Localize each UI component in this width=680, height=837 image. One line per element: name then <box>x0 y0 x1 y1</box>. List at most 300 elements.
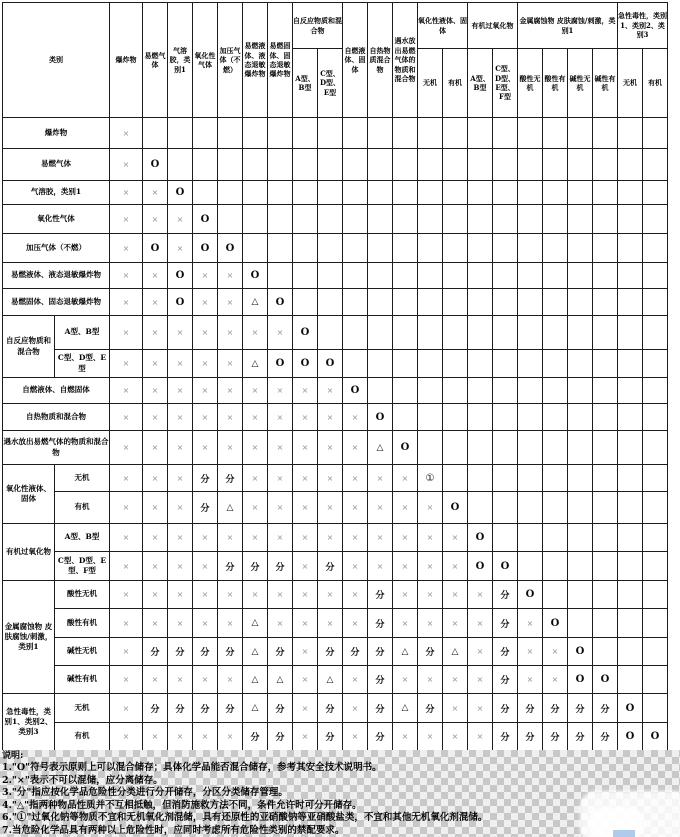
table-row <box>3 465 668 492</box>
matrix-cell <box>368 694 393 723</box>
empty-cell <box>593 350 618 378</box>
empty-cell <box>393 149 418 181</box>
symbol-x: × <box>276 473 284 483</box>
matrix-cell <box>468 552 493 581</box>
matrix-cell <box>143 723 168 751</box>
empty-cell <box>318 316 343 350</box>
empty-cell <box>393 378 418 404</box>
matrix-cell <box>243 524 268 552</box>
notes-title: 说明: <box>2 751 24 761</box>
matrix-cell <box>318 666 343 694</box>
empty-cell <box>318 234 343 263</box>
matrix-cell <box>193 552 218 581</box>
matrix-cell <box>418 638 443 666</box>
matrix-cell <box>168 378 193 404</box>
symbol-fen: 分 <box>325 562 335 573</box>
empty-cell <box>468 465 493 492</box>
matrix-cell <box>318 723 343 751</box>
matrix-cell <box>110 431 143 465</box>
symbol-x: × <box>151 188 159 197</box>
empty-cell <box>518 234 543 263</box>
empty-cell <box>593 149 618 181</box>
symbol-x: × <box>426 675 434 684</box>
empty-cell <box>443 181 468 205</box>
row-label: 酸性有机 <box>55 609 110 638</box>
empty-cell <box>593 316 618 350</box>
matrix-cell <box>110 552 143 581</box>
row-group-label: 金属腐蚀物 皮肤腐蚀/刺激，类别1 <box>3 581 55 694</box>
symbol-triangle: △ <box>251 618 259 628</box>
symbol-o: O <box>625 731 635 742</box>
empty-cell <box>493 181 518 205</box>
symbol-fen: 分 <box>600 733 610 743</box>
symbol-x: × <box>276 533 284 542</box>
symbol-x: × <box>122 160 130 169</box>
symbol-fen: 分 <box>275 704 285 715</box>
empty-cell <box>543 552 568 581</box>
empty-cell <box>443 350 468 378</box>
matrix-cell <box>393 552 418 581</box>
symbol-o: O <box>400 442 410 453</box>
symbol-x: × <box>351 533 359 542</box>
symbol-fen: 分 <box>225 704 235 715</box>
symbol-fen: 分 <box>200 704 210 715</box>
matrix-cell <box>393 431 418 465</box>
symbol-fen: 分 <box>575 704 585 715</box>
matrix-cell <box>218 638 243 666</box>
symbol-triangle: △ <box>226 502 234 513</box>
empty-cell <box>418 404 443 431</box>
symbol-x: × <box>401 473 409 483</box>
column-subheader: 无机 <box>618 49 643 118</box>
empty-cell <box>493 465 518 492</box>
symbol-x: × <box>351 561 359 571</box>
symbol-fen: 分 <box>150 648 160 658</box>
matrix-cell <box>143 465 168 492</box>
matrix-cell <box>193 609 218 638</box>
table-row <box>3 638 668 666</box>
symbol-x: × <box>476 675 484 684</box>
matrix-cell <box>268 524 293 552</box>
empty-cell <box>593 465 618 492</box>
matrix-cell <box>193 581 218 609</box>
symbol-fen: 分 <box>325 733 335 743</box>
empty-cell <box>643 609 668 638</box>
empty-cell <box>393 234 418 263</box>
empty-cell <box>218 205 243 234</box>
empty-cell <box>493 149 518 181</box>
symbol-triangle: △ <box>251 646 259 657</box>
empty-cell <box>168 118 193 149</box>
matrix-cell <box>143 431 168 465</box>
matrix-cell <box>493 552 518 581</box>
matrix-cell <box>110 181 143 205</box>
matrix-cell <box>518 666 543 694</box>
empty-cell <box>543 316 568 350</box>
notes-section <box>2 750 678 837</box>
empty-cell <box>443 378 468 404</box>
column-header: 易燃固体、固态退敏爆炸物 <box>268 3 293 118</box>
symbol-x: × <box>301 386 309 395</box>
empty-cell <box>593 263 618 289</box>
matrix-cell <box>293 552 318 581</box>
matrix-cell <box>243 666 268 694</box>
table-row <box>3 181 668 205</box>
matrix-cell <box>318 350 343 378</box>
matrix-cell <box>443 492 468 524</box>
matrix-cell <box>618 723 643 751</box>
column-subheader: A型、B型 <box>293 49 318 118</box>
symbol-x: × <box>301 647 309 656</box>
matrix-cell <box>110 149 143 181</box>
empty-cell <box>418 378 443 404</box>
empty-cell <box>418 289 443 316</box>
matrix-cell <box>243 316 268 350</box>
symbol-fen: 分 <box>275 562 285 573</box>
row-label: 易燃气体 <box>3 149 110 181</box>
matrix-cell <box>218 378 243 404</box>
table-row <box>3 666 668 694</box>
matrix-cell <box>393 723 418 751</box>
symbol-fen: 分 <box>200 648 210 658</box>
empty-cell <box>618 316 643 350</box>
matrix-cell <box>243 581 268 609</box>
matrix-cell <box>218 431 243 465</box>
matrix-cell <box>368 431 393 465</box>
corner-label: 类别 <box>3 3 110 118</box>
symbol-o: O <box>150 242 160 254</box>
empty-cell <box>443 263 468 289</box>
matrix-cell <box>143 378 168 404</box>
table-row <box>3 316 668 350</box>
matrix-cell <box>318 465 343 492</box>
matrix-cell <box>268 609 293 638</box>
matrix-cell <box>443 723 468 751</box>
empty-cell <box>643 524 668 552</box>
symbol-x: × <box>326 590 334 599</box>
matrix-cell <box>243 694 268 723</box>
matrix-cell <box>268 638 293 666</box>
column-subheader: 酸性有机 <box>543 49 568 118</box>
empty-cell <box>593 118 618 149</box>
symbol-o: O <box>175 296 185 308</box>
symbol-x: × <box>226 533 234 542</box>
row-label: 自热物质和混合物 <box>3 404 110 431</box>
symbol-x: × <box>122 188 130 197</box>
symbol-x: × <box>201 412 209 422</box>
empty-cell <box>543 581 568 609</box>
matrix-cell <box>318 404 343 431</box>
matrix-cell <box>293 378 318 404</box>
empty-cell <box>593 205 618 234</box>
matrix-cell <box>193 638 218 666</box>
matrix-cell <box>343 666 368 694</box>
symbol-x: × <box>451 533 459 542</box>
column-subheader: C型、D型、E型 <box>318 49 343 118</box>
empty-cell <box>318 149 343 181</box>
matrix-cell <box>193 723 218 751</box>
symbol-x: × <box>426 561 434 571</box>
symbol-x: × <box>176 618 184 628</box>
empty-cell <box>643 492 668 524</box>
empty-cell <box>443 316 468 350</box>
empty-cell <box>618 609 643 638</box>
row-label: 有机 <box>55 723 110 751</box>
symbol-x: × <box>451 618 459 628</box>
symbol-x: × <box>476 590 484 599</box>
symbol-x: × <box>476 647 484 656</box>
empty-cell <box>518 524 543 552</box>
matrix-cell <box>368 465 393 492</box>
row-group-label: 氧化性液体、固体 <box>3 465 55 524</box>
symbol-x: × <box>151 271 159 280</box>
empty-cell <box>643 581 668 609</box>
symbol-o: O <box>175 187 185 198</box>
table-row <box>3 609 668 638</box>
symbol-x: × <box>122 359 130 368</box>
empty-cell <box>643 263 668 289</box>
symbol-o: O <box>300 327 310 338</box>
symbol-fen: 分 <box>200 474 210 485</box>
empty-cell <box>193 118 218 149</box>
empty-cell <box>268 149 293 181</box>
symbol-x: × <box>122 533 130 542</box>
matrix-cell <box>593 723 618 751</box>
matrix-cell <box>293 492 318 524</box>
empty-cell <box>443 118 468 149</box>
matrix-cell <box>168 492 193 524</box>
empty-cell <box>618 465 643 492</box>
row-label: A型、B型 <box>55 524 110 552</box>
symbol-x: × <box>151 412 159 422</box>
matrix-cell <box>110 404 143 431</box>
matrix-cell <box>468 666 493 694</box>
matrix-cell <box>143 205 168 234</box>
symbol-triangle: △ <box>276 674 284 685</box>
matrix-cell <box>518 581 543 609</box>
row-label: 酸性无机 <box>55 581 110 609</box>
symbol-x: × <box>122 561 130 571</box>
empty-cell <box>268 263 293 289</box>
matrix-cell <box>243 638 268 666</box>
matrix-cell <box>293 350 318 378</box>
empty-cell <box>393 404 418 431</box>
symbol-x: × <box>301 561 309 571</box>
empty-cell <box>543 465 568 492</box>
symbol-fen: 分 <box>325 648 335 658</box>
empty-cell <box>343 149 368 181</box>
note-line: 7.当危险化学品具有两种以上危险性时，应同时考虑所有危险性类别的禁配要求。 <box>2 824 345 836</box>
symbol-o: O <box>350 385 360 396</box>
empty-cell <box>593 524 618 552</box>
symbol-triangle: △ <box>376 442 384 453</box>
symbol-x: × <box>526 647 534 656</box>
matrix-cell <box>393 694 418 723</box>
symbol-x: × <box>151 618 159 628</box>
matrix-cell <box>218 404 243 431</box>
matrix-cell <box>418 666 443 694</box>
matrix-cell <box>368 638 393 666</box>
symbol-fen: 分 <box>150 704 160 715</box>
empty-cell <box>293 181 318 205</box>
empty-cell <box>468 263 493 289</box>
matrix-cell <box>168 581 193 609</box>
matrix-cell <box>193 289 218 316</box>
matrix-cell <box>343 492 368 524</box>
symbol-x: × <box>451 703 459 713</box>
empty-cell <box>568 609 593 638</box>
empty-cell <box>468 149 493 181</box>
matrix-cell <box>193 492 218 524</box>
empty-cell <box>393 263 418 289</box>
row-label: 爆炸物 <box>3 118 110 149</box>
symbol-x: × <box>151 732 159 741</box>
matrix-cell <box>143 694 168 723</box>
column-header: 急性毒性，类别1、类别2、类别3 <box>618 3 668 49</box>
symbol-x: × <box>426 533 434 542</box>
matrix-cell <box>518 694 543 723</box>
symbol-x: × <box>226 386 234 395</box>
table-row <box>3 404 668 431</box>
empty-cell <box>543 289 568 316</box>
matrix-cell <box>268 316 293 350</box>
symbol-x: × <box>201 297 209 307</box>
column-subheader: 碱性无机 <box>568 49 593 118</box>
symbol-fen: 分 <box>350 648 360 658</box>
empty-cell <box>418 234 443 263</box>
empty-cell <box>368 289 393 316</box>
empty-cell <box>368 234 393 263</box>
matrix-cell <box>418 609 443 638</box>
symbol-x: × <box>276 618 284 628</box>
symbol-x: × <box>176 533 184 542</box>
matrix-cell <box>218 581 243 609</box>
matrix-cell <box>343 524 368 552</box>
matrix-cell <box>193 263 218 289</box>
matrix-cell <box>468 524 493 552</box>
empty-cell <box>568 378 593 404</box>
empty-cell <box>568 118 593 149</box>
empty-cell <box>568 205 593 234</box>
empty-cell <box>643 694 668 723</box>
symbol-x: × <box>122 412 130 422</box>
empty-cell <box>543 205 568 234</box>
empty-cell <box>618 638 643 666</box>
symbol-x: × <box>476 732 484 741</box>
symbol-x: × <box>426 618 434 628</box>
matrix-cell <box>218 234 243 263</box>
symbol-o: O <box>475 560 485 572</box>
matrix-cell <box>193 465 218 492</box>
matrix-cell <box>268 350 293 378</box>
column-header: 氧化性液体、固体 <box>418 3 468 49</box>
symbol-o: O <box>275 358 285 369</box>
symbol-o: O <box>450 502 460 513</box>
row-label: 碱性无机 <box>55 638 110 666</box>
matrix-cell <box>493 581 518 609</box>
symbol-x: × <box>351 618 359 628</box>
matrix-cell <box>168 638 193 666</box>
matrix-cell <box>343 431 368 465</box>
matrix-cell <box>493 666 518 694</box>
empty-cell <box>493 431 518 465</box>
symbol-x: × <box>176 412 184 422</box>
empty-cell <box>168 149 193 181</box>
matrix-cell <box>343 404 368 431</box>
matrix-cell <box>110 118 143 149</box>
table-row <box>3 552 668 581</box>
matrix-cell <box>193 524 218 552</box>
matrix-cell <box>393 581 418 609</box>
matrix-cell <box>368 723 393 751</box>
empty-cell <box>593 552 618 581</box>
empty-cell <box>493 205 518 234</box>
matrix-cell <box>110 465 143 492</box>
matrix-cell <box>268 492 293 524</box>
symbol-x: × <box>151 561 159 571</box>
matrix-cell <box>193 694 218 723</box>
symbol-x: × <box>326 473 334 483</box>
matrix-cell <box>593 694 618 723</box>
matrix-cell <box>368 524 393 552</box>
symbol-x: × <box>122 675 130 684</box>
symbol-x: × <box>301 533 309 542</box>
symbol-fen: 分 <box>425 648 435 658</box>
symbol-x: × <box>176 359 184 368</box>
empty-cell <box>643 149 668 181</box>
empty-cell <box>543 524 568 552</box>
symbol-x: × <box>451 732 459 741</box>
matrix-cell <box>110 316 143 350</box>
empty-cell <box>593 431 618 465</box>
empty-cell <box>643 181 668 205</box>
matrix-cell <box>143 234 168 263</box>
matrix-cell <box>293 431 318 465</box>
empty-cell <box>643 205 668 234</box>
symbol-x: × <box>176 561 184 571</box>
empty-cell <box>343 350 368 378</box>
matrix-cell <box>143 524 168 552</box>
symbol-x: × <box>376 533 384 542</box>
symbol-x: × <box>301 618 309 628</box>
matrix-cell <box>193 205 218 234</box>
symbol-fen: 分 <box>250 733 260 743</box>
symbol-x: × <box>401 503 409 512</box>
notes-list <box>2 762 678 837</box>
symbol-x: × <box>401 533 409 542</box>
column-subheader: A型、B型 <box>468 49 493 118</box>
empty-cell <box>543 234 568 263</box>
symbol-o: O <box>150 159 160 170</box>
matrix-cell <box>318 694 343 723</box>
matrix-cell <box>268 723 293 751</box>
matrix-cell <box>543 666 568 694</box>
matrix-cell <box>293 609 318 638</box>
matrix-cell <box>593 666 618 694</box>
matrix-cell <box>568 723 593 751</box>
empty-cell <box>618 581 643 609</box>
symbol-triangle: △ <box>451 646 459 657</box>
matrix-cell <box>418 524 443 552</box>
matrix-cell <box>568 638 593 666</box>
matrix-cell <box>143 181 168 205</box>
empty-cell <box>518 289 543 316</box>
empty-cell <box>568 431 593 465</box>
matrix-cell <box>110 350 143 378</box>
empty-cell <box>468 205 493 234</box>
matrix-cell <box>318 431 343 465</box>
symbol-x: × <box>351 590 359 599</box>
